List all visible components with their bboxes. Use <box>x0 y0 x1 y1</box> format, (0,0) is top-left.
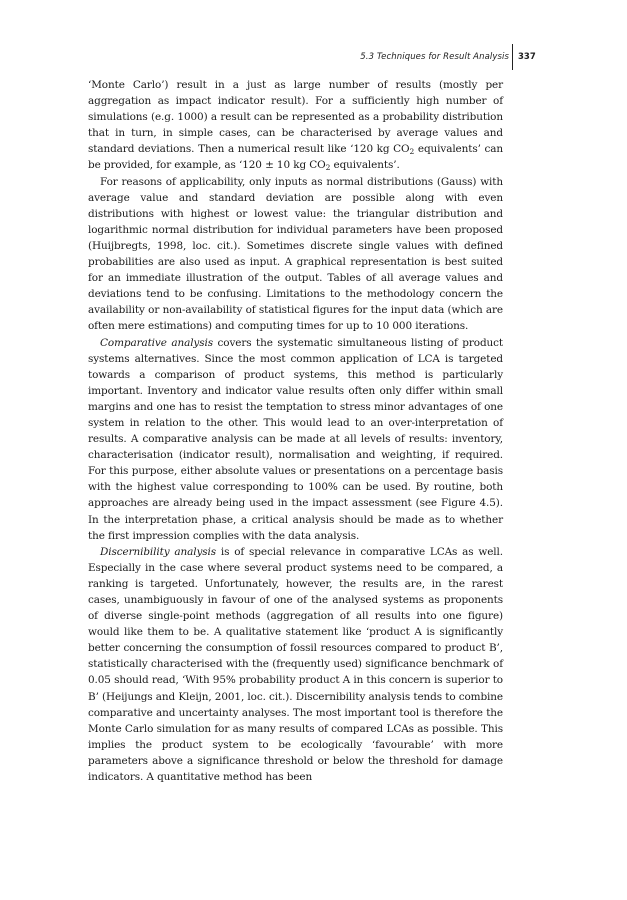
p3-text: covers the systematic simultaneous listing of product systems alternatives. Since the most common application of LCA is targeted towards a comparison of product systems, this method is particularly important. Inventory and indicator value results often only differ within small margins and one has to resist the temptation to stress minor advantages of one system in relation to the other. This would lead to an over-interpretation of results. A comparative analysis can be made at all levels of results: inventory, characterisation (indicator result), normalisation and weighting, if required. For this purpose, either absolute values or presentations on a percentage basis with the highest value corresponding to 100% can be used. By routine, both approaches are already being used in the impact assessment (see Figure 4.5). In the interpretation phase, a critical analysis should be made as to whether the first impression complies with the data analysis. <box>88 336 503 542</box>
paragraph-1 <box>88 77 503 174</box>
header-rule <box>512 44 513 70</box>
p1-text-a: ‘Monte Carlo’) result in a just as large number of results (mostly per aggregation as impact indicator result). For a sufficiently high number of simulations (e.g. 1000) a result can be represented as a probability distribution that in turn, in simple cases, can be characterised by average values and standard deviations. Then a numerical result like ‘120 kg CO <box>88 79 503 156</box>
paragraph-4 <box>88 544 503 785</box>
p1-text-c: equivalents’. <box>330 159 400 172</box>
running-head: 5.3 Techniques for Result Analysis <box>360 52 509 62</box>
co2-subscript-1: 2 <box>409 147 415 157</box>
page-number: 337 <box>518 52 536 62</box>
p1-text-b: equivalents’ can be provided, for example, as ‘120 ± 10 kg CO <box>88 143 504 172</box>
p4-text: is of special relevance in comparative LCAs as well. Especially in the case where several product systems need to be compared, a ranking is targeted. Unfortunately, however, the results are, in the rarest cases, unambiguously in favour of one of the analysed systems as proponents of diverse single-point methods (aggregation of all results into one figure) would like them to be. A qualitative statement like ‘product A is significantly better concerning the consumption of fossil resources compared to product B’, statistically characterised with the (frequently used) significance benchmark of 0.05 should read, ‘With 95% probability product A in this concern is superior to B’ (Heijungs and Kleijn, 2001, loc. cit.). Discernibility analysis tends to combine comparative and uncertainty analyses. The most important tool is therefore the Monte Carlo simulation for as many results of compared LCAs as possible. This implies the product system to be ecologically ‘favourable’ with more parameters above a significance threshold or below the threshold for damage indicators. A quantitative method has been <box>88 545 503 784</box>
term-comparative-analysis: Comparative analysis <box>100 336 213 349</box>
term-discernibility-analysis: Discernibility analysis <box>100 545 217 558</box>
paragraph-2: For reasons of applicability, only inputs as normal distributions (Gauss) with average value and standard deviation are possible along with even distributions with highest or lowest value: the triangular distribution and logarithmic normal distribution for individual parameters have been proposed (Huijbregts, 1998, loc. cit.). Sometimes discrete single values with defined probabilities are also used as input. A graphical representation is best suited for an immediate illustration of the output. Tables of all average values and deviations tend to be confusing. Limitations to the methodology concern the availability or non-availability of statistical figures for the input data (which are often mere estimations) and computing times for up to 10 000 iterations. <box>88 175 503 333</box>
co2-subscript-2: 2 <box>325 163 331 173</box>
body-text <box>88 77 503 785</box>
paragraph-3 <box>88 335 503 544</box>
